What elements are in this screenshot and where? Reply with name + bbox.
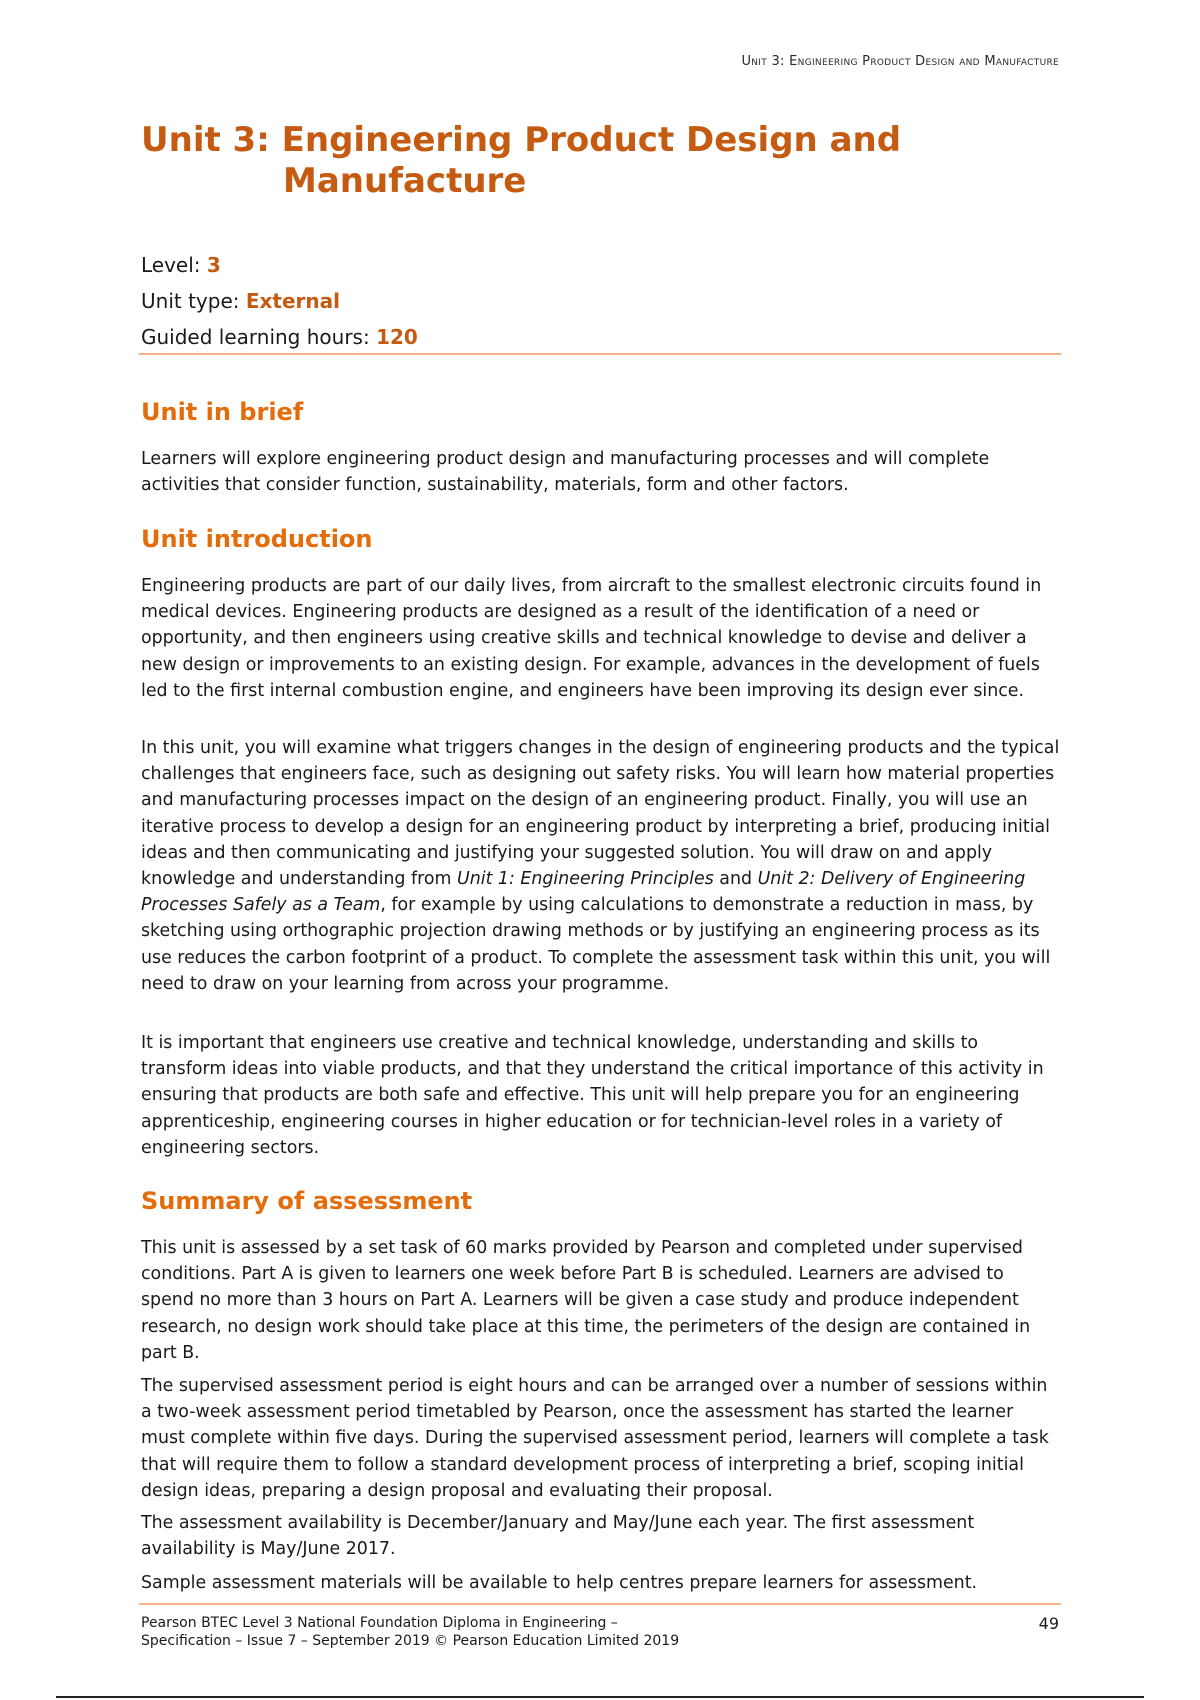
unit-type-label: Unit type: [141, 289, 246, 313]
title-line-2: Manufacture [283, 161, 527, 201]
intro-paragraph-2 [141, 735, 1061, 997]
unit-type-row [141, 288, 418, 324]
page-title [141, 120, 941, 202]
level-label: Level: [141, 253, 207, 277]
header-divider [139, 353, 1061, 355]
title-line-1: Unit 3: Engineering Product Design and [141, 120, 902, 160]
intro-p2-text-a: In this unit, you will examine what triggers changes in the design of engineering products and the typical challenges that engineers face, such as designing out safety risks. You will learn how material properties and manufacturing processes impact on the design of an engineering product. Finally, you will use an iterative process to develop a design for an engineering product by interpreting a brief, producing initial ideas and then communicating and justifying your suggested solution. You will draw on and apply knowledge and understanding from [141, 738, 1060, 890]
unit-in-brief-text: Learners will explore engineering product design and manufacturing processes and will complete activities that consider function, sustainability, materials, form and other factors. [141, 449, 990, 496]
footer-text [141, 1614, 679, 1650]
running-header: Unit 3: Engineering Product Design and Manufacture [741, 54, 1059, 69]
summary-of-assessment-heading: Summary of assessment [141, 1187, 473, 1215]
page-number: 49 [1038, 1614, 1059, 1633]
guided-hours-label: Guided learning hours: [141, 325, 377, 349]
guided-hours-value: 120 [376, 325, 418, 349]
page-bottom-border [56, 1696, 1144, 1698]
unit-meta [141, 252, 418, 360]
unit-introduction-heading: Unit introduction [141, 525, 373, 553]
footer-line-1: Pearson BTEC Level 3 National Foundation Diploma in Engineering – [141, 1615, 618, 1631]
level-row [141, 252, 418, 288]
intro-paragraph-3: It is important that engineers use creative and technical knowledge, understanding and skills to transform ideas into viable products, and that they understand the critical importance of this activity in ensuring that products are both safe and effective. This unit will help prepare you for an engineering apprenticeship, engineering courses in higher education or for technician-level roles in a variety of engineering sectors. [141, 1033, 1044, 1158]
unit-in-brief-heading: Unit in brief [141, 398, 304, 426]
unit-1-reference: Unit 1: Engineering Principles [457, 869, 714, 890]
summary-paragraph-1: This unit is assessed by a set task of 60 marks provided by Pearson and completed under supervised conditions. Part A is given to learners one week before Part B is scheduled. Learners are advised to spend no more than 3 hours on Part A. Learners will be given a case study and produce independent research, no design work should take place at this time, the perimeters of the design are contained in part B. [141, 1238, 1031, 1363]
footer-divider [139, 1603, 1061, 1605]
footer-line-2: Specification – Issue 7 – September 2019 © Pearson Education Limited 2019 [141, 1633, 680, 1649]
level-value: 3 [206, 253, 221, 277]
unit-2-reference: Unit 2: Delivery of Engineering Processes Safely as a Team [141, 869, 1026, 916]
intro-p2-text-c: , for example by using calculations to demonstrate a reduction in mass, by sketching using orthographic projection drawing methods or by justifying an engineering process as its use reduces the carbon footprint of a product. To complete the assessment task within this unit, you will need to draw on your learning from across your programme. [141, 895, 1051, 994]
summary-paragraph-4: Sample assessment materials will be available to help centres prepare learners for assessment. [141, 1573, 978, 1593]
intro-p2-text-b: and [713, 869, 758, 890]
summary-paragraph-3: The assessment availability is December/January and May/June each year. The first assessment availability is May/June 2017. [141, 1513, 975, 1560]
intro-paragraph-1: Engineering products are part of our daily lives, from aircraft to the smallest electronic circuits found in medical devices. Engineering products are designed as a result of the identification of a need or opportunity, and then engineers using creative skills and technical knowledge to devise and deliver a new design or improvements to an existing design. For example, advances in the development of fuels led to the first internal combustion engine, and engineers have been improving its design ever since. [141, 576, 1042, 701]
summary-paragraph-2: The supervised assessment period is eight hours and can be arranged over a number of sessions within a two-week assessment period timetabled by Pearson, once the assessment has started the learner must complete within five days. During the supervised assessment period, learners will complete a task that will require them to follow a standard development process of interpreting a brief, scoping initial design ideas, preparing a design proposal and evaluating their proposal. [141, 1376, 1049, 1501]
unit-type-value: External [245, 289, 340, 313]
